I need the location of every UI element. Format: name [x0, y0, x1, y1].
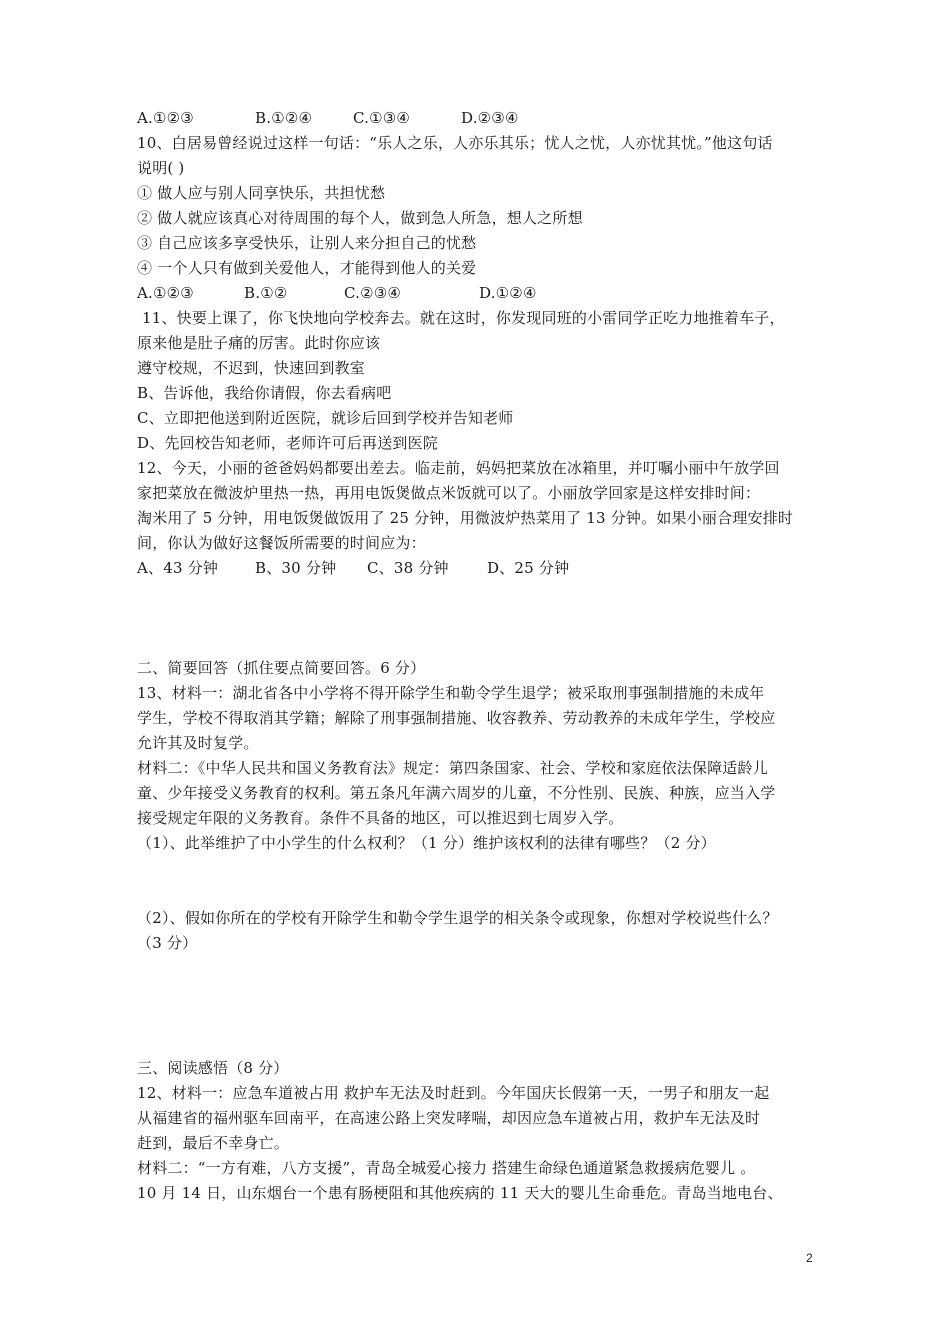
section-2-material-2-line-2: 童、少年接受义务教育的权利。第五条凡年满六周岁的儿童，不分性别、民族、种族，应当入学: [137, 784, 776, 802]
q9-option-b: B.①②④: [255, 109, 313, 127]
q10-stem-line-2: 说明( ): [137, 159, 185, 177]
section-2-heading: 二、简要回答（抓住要点简要回答。6 分）: [137, 659, 426, 677]
q9-option-d: D.②③④: [461, 109, 519, 127]
q12-stem-line-2: 家把菜放在微波炉里热一热，再用电饭煲做点米饭就可以了。小丽放学回家是这样安排时间：: [137, 484, 761, 502]
q11-choice-d: D、先回校告知老师，老师许可后再送到医院: [137, 434, 439, 452]
q12-option-d: D、25 分钟: [487, 559, 570, 577]
q12-option-a: A、43 分钟: [137, 559, 219, 577]
q10-option-d: D.①②④: [479, 284, 537, 302]
q9-options: [137, 108, 519, 128]
q11-stem-line-1: 11、快要上课了，你飞快地向学校奔去。就在这时，你发现同班的小雷同学正吃力地推着车子，: [142, 309, 785, 327]
q10-item-4: ④ 一个人只有做到关爱他人，才能得到他人的关爱: [137, 259, 477, 277]
q12-stem-line-3: 淘米用了 5 分钟，用电饭煲做饭用了 25 分钟，用微波炉热菜用了 13 分钟。如果小丽合理安排时: [137, 509, 794, 527]
q10-option-b: B.①②: [244, 284, 288, 302]
q12-stem-line-1: 12、今天，小丽的爸爸妈妈都要出差去。临走前，妈妈把菜放在冰箱里，并叮嘱小丽中午放学回: [137, 459, 780, 477]
section-2-question-1: （1）、此举维护了中小学生的什么权利？（1 分）维护该权利的法律有哪些？（2 分）: [137, 834, 716, 852]
section-3-material-1-line-3: 赶到，最后不幸身亡。: [137, 1134, 290, 1152]
section-3-material-1-line-1: 12、材料一：应急车道被占用 救护车无法及时赶到。今年国庆长假第一天，一男子和朋友一起: [137, 1084, 770, 1102]
q11-choice-b: B、告诉他，我给你请假，你去看病吧: [137, 384, 392, 402]
q12-option-c: C、38 分钟: [367, 559, 449, 577]
section-2-material-1-line-1: 13、材料一：湖北省各中小学将不得开除学生和勒令学生退学；被采取刑事强制措施的未成年: [137, 684, 765, 702]
section-2-question-2-line-2: （3 分）: [137, 934, 198, 952]
section-2-question-2-line-1: （2）、假如你所在的学校有开除学生和勒令学生退学的相关条令或现象，你想对学校说些什么？: [137, 909, 778, 927]
q10-options: [137, 283, 537, 303]
q12-options: [137, 558, 569, 578]
section-2-material-2-line-3: 接受规定年限的义务教育。条件不具备的地区，可以推迟到七周岁入学。: [137, 809, 624, 827]
q10-option-c: C.②③④: [344, 284, 402, 302]
q10-option-a: A.①②③: [137, 284, 194, 302]
section-2-material-2-line-1: 材料二：《中华人民共和国义务教育法》规定：第四条国家、社会、学校和家庭依法保障适龄儿: [137, 759, 768, 777]
q11-choice-a: 遵守校规，不迟到，快速回到教室: [137, 359, 366, 377]
page-number: 2: [806, 1251, 813, 1265]
q11-choice-c: C、立即把他送到附近医院，就诊后回到学校并告知老师: [137, 409, 514, 427]
q9-option-a: A.①②③: [137, 109, 194, 127]
section-3-heading: 三、阅读感悟（8 分）: [137, 1059, 289, 1077]
q10-stem-line-1: 10、白居易曾经说过这样一句话：“乐人之乐，人亦乐其乐；忧人之忧，人亦忧其忧。”他这句话: [137, 134, 773, 152]
q11-stem-line-2: 原来他是肚子痛的厉害。此时你应该: [137, 334, 381, 352]
section-2-material-1-line-2: 学生，学校不得取消其学籍；解除了刑事强制措施、收容教养、劳动教养的未成年学生，学校应: [137, 709, 776, 727]
q12-option-b: B、30 分钟: [255, 559, 337, 577]
q9-option-c: C.①③④: [353, 109, 411, 127]
q10-item-2: ② 做人就应该真心对待周围的每个人，做到急人所急，想人之所想: [137, 209, 583, 227]
q12-stem-line-4: 间，你认为做好这餐饭所需要的时间应为：: [137, 534, 426, 552]
section-3-material-1-line-2: 从福建省的福州驱车回南平，在高速公路上突发哮喘，却因应急车道被占用，救护车无法及时: [137, 1109, 761, 1127]
q10-item-1: ① 做人应与别人同享快乐，共担忧愁: [137, 184, 386, 202]
section-3-material-2-line-2: 10 月 14 日，山东烟台一个患有肠梗阻和其他疾病的 11 天大的婴儿生命垂危。青岛当地电台、: [137, 1184, 783, 1202]
section-3-material-2-line-1: 材料二：“一方有难，八方支援”，青岛全城爱心接力 搭建生命绿色通道紧急救援病危婴儿 。: [137, 1159, 756, 1177]
section-2-material-1-line-3: 允许其及时复学。: [137, 734, 259, 752]
q10-item-3: ③ 自己应该多享受快乐，让别人来分担自己的忧愁: [137, 234, 477, 252]
